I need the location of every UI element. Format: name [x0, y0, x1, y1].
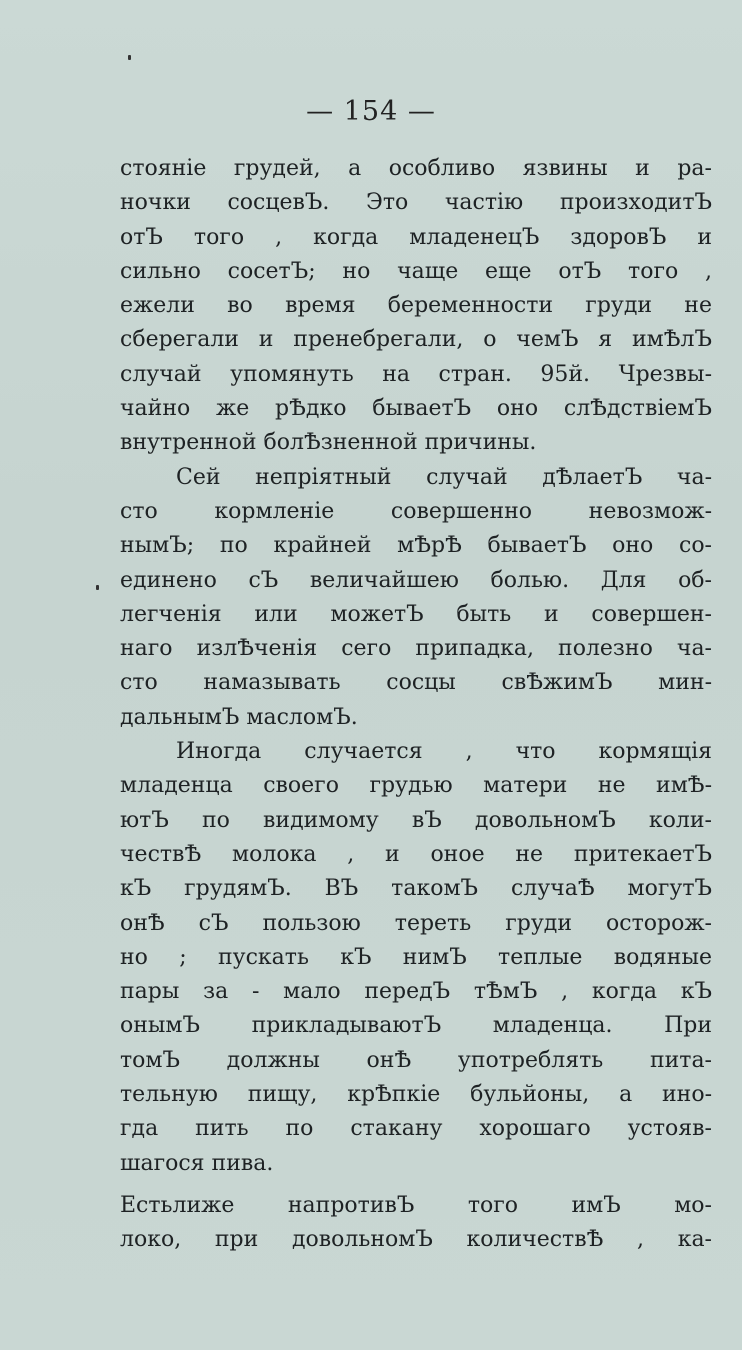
text-line: чествѢ молока , и оное не притекаетЪ [120, 841, 712, 867]
text-line: наго излѢченія сего припадка, полезно ча- [120, 636, 712, 662]
text-line: кЪ грудямЪ. ВЪ такомЪ случаѢ могутЪ [120, 876, 712, 902]
text-line: Естьлиже напротивЪ того имЪ мо- [120, 1192, 712, 1218]
ink-speck [96, 585, 99, 590]
text-line: сто намазывать сосцы свѢжимЪ мин- [120, 670, 712, 696]
text-line: нымЪ; по крайней мѢрѢ бываетЪ оно со- [120, 533, 712, 559]
text-line: сто кормленіе совершенно невозмож- [120, 498, 712, 524]
text-line: ютЪ по видимому вЪ довольномЪ коли- [120, 807, 712, 833]
text-line: чайно же рѢдко бываетЪ оно слѢдствіемЪ [120, 396, 712, 422]
text-line: ночки сосцевЪ. Это частію произходитЪ [120, 190, 712, 216]
text-line: сильно сосетЪ; но чаще еще отЪ того , [120, 258, 712, 284]
text-line: гда пить по стакану хорошаго устояв- [120, 1116, 712, 1142]
text-line: но ; пускать кЪ нимЪ теплые водяные [120, 944, 712, 970]
text-line: стояніе грудей, а особливо язвины и ра- [120, 156, 712, 181]
text-line: единено сЪ величайшею болью. Для об- [120, 567, 712, 593]
text-line: томЪ должны онѢ употреблять пита- [120, 1047, 712, 1073]
text-line: локо, при довольномЪ количествѢ , ка- [120, 1227, 712, 1253]
text-line: тельную пищу, крѢпкіе бульйоны, а ино- [120, 1082, 712, 1108]
text-line: онѢ сЪ пользою тереть груди осторож- [120, 910, 712, 936]
paragraph-start-line: Сей непріятный случай дѢлаетЪ ча- [176, 464, 712, 490]
text-line: легченія или можетЪ быть и совершен- [120, 601, 712, 627]
paragraph-gap [120, 1181, 712, 1189]
text-line: внутренной болѢзненной причины. [120, 430, 537, 456]
body-text [120, 152, 712, 1258]
text-line: случай упомянуть на стран. 95й. Чрезвы- [120, 361, 712, 387]
text-line: ежели во время беременности груди не [120, 293, 712, 319]
text-line: младенца своего грудью матери не имѢ- [120, 773, 712, 799]
text-line: дальнымЪ масломЪ. [120, 704, 358, 730]
text-line: пары за - мало передЪ тѢмЪ , когда кЪ [120, 979, 712, 1005]
text-line: отЪ того , когда младенецЪ здоровЪ и [120, 224, 712, 250]
text-line: онымЪ прикладываютЪ младенца. При [120, 1013, 712, 1039]
page-number: — 154 — [306, 96, 436, 127]
paragraph-start-line: Иногда случается , что кормящія [176, 739, 712, 765]
text-line: шагося пива. [120, 1150, 274, 1176]
ink-speck [128, 55, 131, 60]
text-line: сберегали и пренебрегали, о чемЪ я имѢлЪ [120, 327, 712, 353]
